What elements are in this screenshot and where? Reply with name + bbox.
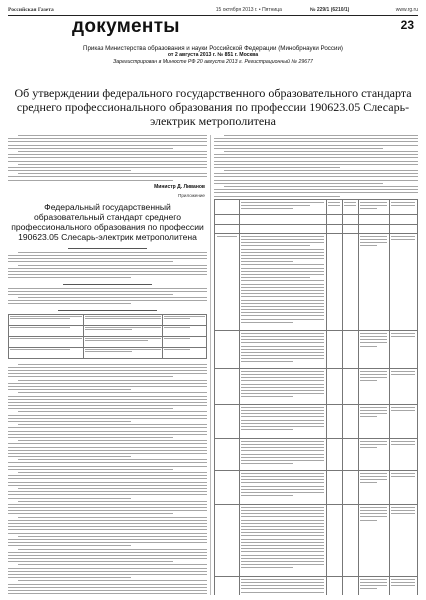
body-text-right [214,135,418,199]
table-row [241,507,324,571]
table-row [241,579,324,595]
left-column [8,135,207,595]
column-divider [210,135,211,595]
issue-number: № 229/1 (6210/1) [309,6,350,13]
program-structure-table [214,199,418,595]
body-text-1 [8,252,207,281]
order-header [60,45,366,66]
order-preamble [8,135,207,183]
table-row [241,407,324,433]
newspaper-brand: Российская Газета [8,6,54,13]
body-text-2 [8,288,207,307]
website-link[interactable]: www.rg.ru [395,6,418,13]
table-row [241,473,324,499]
page-title: Об утверждении федерального государственного образовательного стандарта среднего профессионального образования по профессии 190623.05 Слесарь-электрик метрополитена [14,86,412,128]
appendix-label: Приложение [178,192,205,198]
minister-signature: Министр Д. Ливанов [154,183,205,190]
table-row [241,441,324,467]
section-heading [8,284,207,285]
body-text-3 [8,364,207,595]
training-duration-table [8,314,207,359]
order-issuer: Приказ Министерства образования и науки Российской Федерации (Минобрнауки России) [83,45,343,52]
right-column [214,135,418,595]
table-header [241,202,324,212]
section-heading [8,248,207,249]
issue-date: 15 октября 2013 г. • Пятница [215,6,282,13]
section-title: документы [72,16,180,37]
table-row [241,333,324,365]
table-row [241,236,324,325]
standard-title: Федеральный государственный образовательный стандарт среднего профессионального образования по профессии 190623.05 Слесарь-электрик метрополитена [11,201,204,242]
table-row [241,371,324,400]
order-date-number: от 2 августа 2013 г. № 851 г. Москва [167,52,259,58]
section-heading [8,310,207,311]
order-registration: Зарегистрирован в Минюсте РФ 20 августа 2013 г. Регистрационный № 29677 [113,59,313,65]
page-number: 23 [400,18,414,32]
masthead [8,5,418,14]
masthead-rule [8,15,418,16]
